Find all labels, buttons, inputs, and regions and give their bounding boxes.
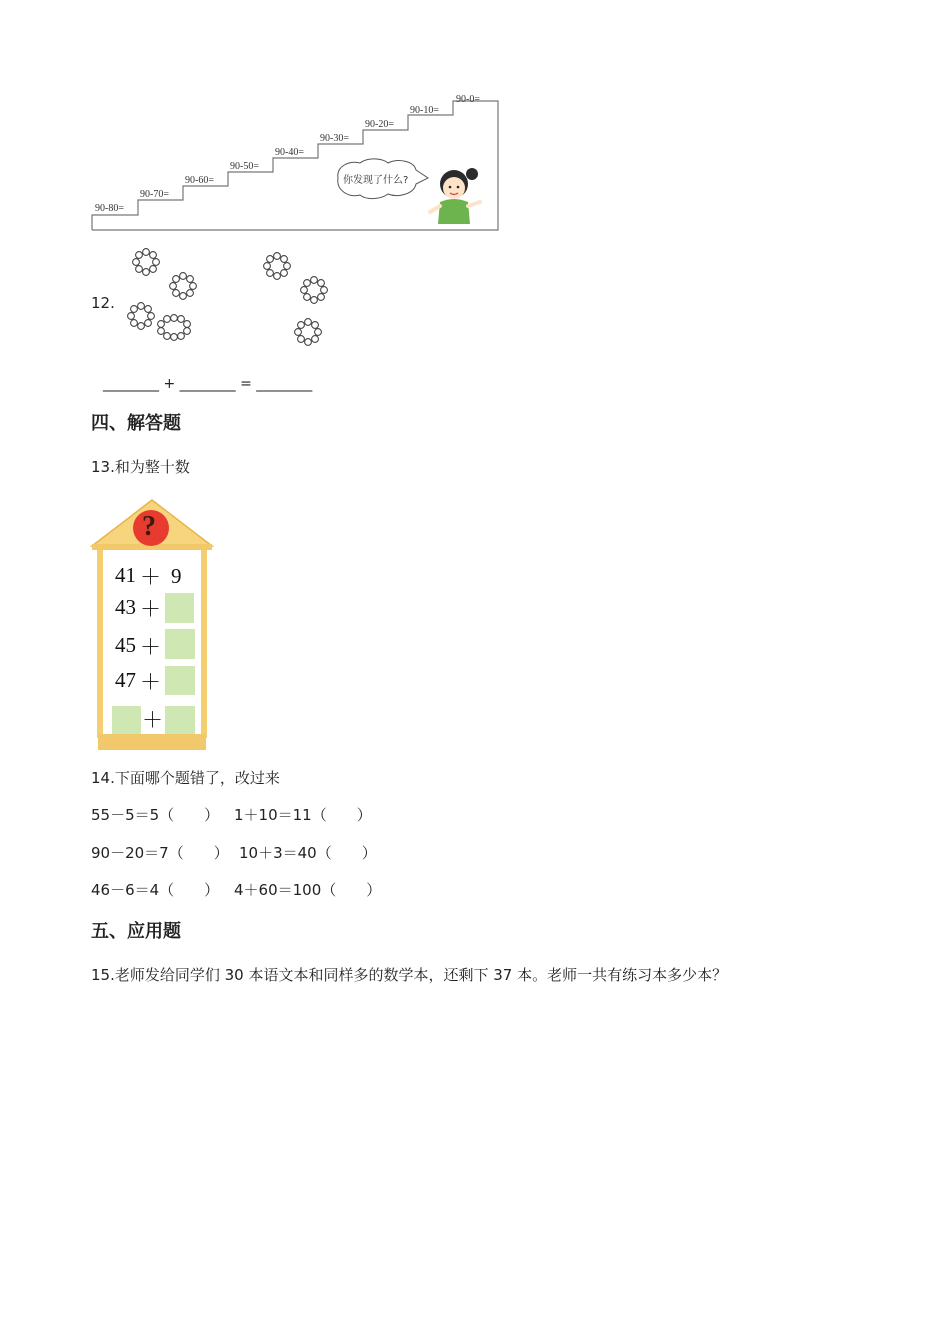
house-row5-op: ＋ <box>142 708 163 732</box>
q14-item-1a: 55－5＝5（ ） <box>91 806 220 824</box>
step-label-6: 90-30= <box>320 133 349 144</box>
step-label-2: 90-70= <box>140 189 169 200</box>
house-row1-left: 41 <box>115 563 136 587</box>
speech-text: 你发现了什么? <box>343 175 409 186</box>
q14-item-3a: 46－6＝4（ ） <box>91 881 220 899</box>
bead-ring-4 <box>158 315 191 341</box>
answer-box-row5-left[interactable] <box>112 706 141 734</box>
bead-ring-7 <box>295 319 322 346</box>
step-label-7: 90-20= <box>365 119 394 130</box>
bead-ring-3 <box>128 303 155 330</box>
answer-box-row4[interactable] <box>165 666 195 695</box>
q12-equation: ________ + ________ = ________ <box>103 376 313 392</box>
bead-ring-5 <box>264 253 291 280</box>
step-label-4: 90-50= <box>230 161 259 172</box>
bead-ring-2 <box>170 273 197 300</box>
girl-illustration <box>426 162 488 230</box>
house-row1-op: ＋ <box>140 565 161 589</box>
house-row4-op: ＋ <box>140 670 161 694</box>
q12-number: 12. <box>91 294 115 312</box>
bead-rings-figure <box>120 244 340 348</box>
house-row1-right: 9 <box>171 564 182 588</box>
bead-ring-1 <box>133 249 160 276</box>
q15-text: 15.老师发给同学们 30 本语文本和同样多的数学本，还剩下 37 本。老师一共有练习本多少本？ <box>91 966 728 984</box>
house-row4-left: 47 <box>115 668 136 692</box>
question-mark-icon: ? <box>142 511 156 542</box>
step-label-5: 90-40= <box>275 147 304 158</box>
staircase-figure <box>90 96 502 232</box>
answer-box-row3[interactable] <box>165 629 195 659</box>
step-label-3: 90-60= <box>185 175 214 186</box>
section5-title: 五、应用题 <box>91 921 181 942</box>
step-label-9: 90-0= <box>456 94 480 105</box>
house-row2-op: ＋ <box>140 597 161 621</box>
house-row3-left: 45 <box>115 633 136 657</box>
q14-item-1b: 1＋10＝11（ ） <box>234 806 372 824</box>
section4-title: 四、解答题 <box>91 413 181 434</box>
step-label-1: 90-80= <box>95 203 124 214</box>
house-row3-op: ＋ <box>140 635 161 659</box>
q14-item-2b: 10＋3＝40（ ） <box>239 844 377 862</box>
answer-box-row5-right[interactable] <box>165 706 195 734</box>
answer-box-row2[interactable] <box>165 593 194 623</box>
q14-item-2a: 90－20＝7（ ） <box>91 844 229 862</box>
q14-item-3b: 4＋60＝100（ ） <box>234 881 382 899</box>
step-label-8: 90-10= <box>410 105 439 116</box>
house-figure <box>90 498 215 752</box>
q14-text: 14.下面哪个题错了，改过来 <box>91 769 280 787</box>
house-row2-left: 43 <box>115 595 136 619</box>
q13-text: 13.和为整十数 <box>91 458 190 476</box>
bead-ring-6 <box>301 277 328 304</box>
